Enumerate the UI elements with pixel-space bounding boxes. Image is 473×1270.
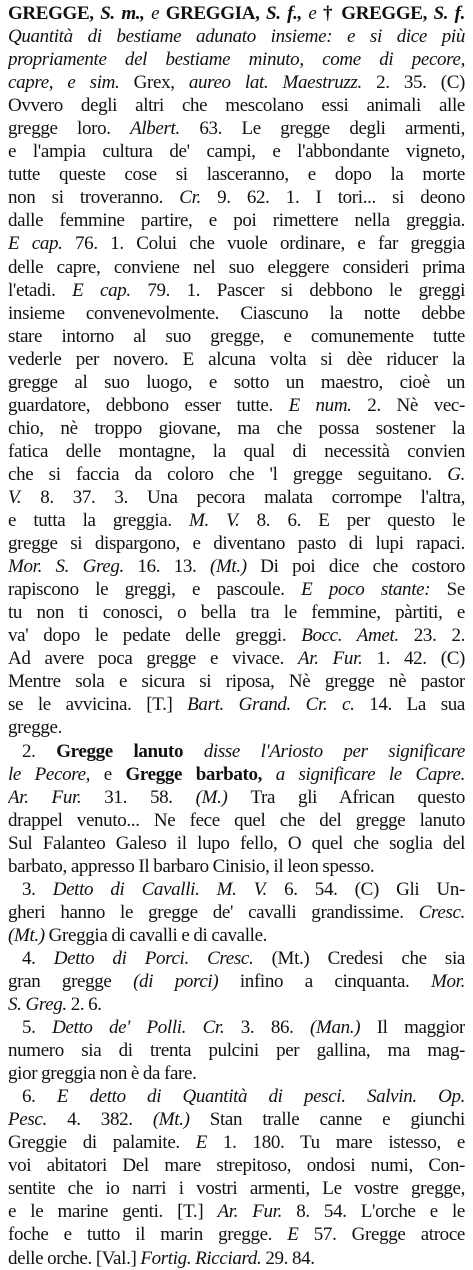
italic-text: E cap. <box>72 279 148 301</box>
entry-line <box>8 740 465 763</box>
text-run: 2. <box>22 740 57 762</box>
italic-text: propriamente del bestiame minuto, come di pecore, <box>8 49 465 71</box>
entry-line <box>8 670 465 693</box>
italic-text: G. <box>447 463 465 485</box>
italic-text: disse l'Ariosto per significare <box>203 740 465 762</box>
text-run: va' dopo le pedate delle greggi. <box>8 625 302 647</box>
entry-line <box>8 1223 465 1246</box>
bold-italic-text: S. m., <box>100 3 152 24</box>
italic-text: le Pecore, <box>8 763 104 785</box>
italic-text: Quantità di bestiame adunato insieme: e si dice più <box>8 26 465 48</box>
text-run: 1. 180. Tu mare istesso, e <box>223 1132 465 1154</box>
text-run: voi abitatori Del mare strepitoso, ondosi numi, Con- <box>8 1155 465 1177</box>
text-run: 31. 58. <box>104 786 196 808</box>
italic-text: (Mt.) <box>152 1109 210 1131</box>
text-run: 4. 382. <box>67 1109 153 1131</box>
entry-line <box>8 1131 465 1154</box>
entry-line <box>8 1016 465 1039</box>
italic-text: Ar. Fur. <box>8 786 105 808</box>
entry-line <box>8 832 465 855</box>
italic-text: Mor. S. Greg. <box>8 556 138 578</box>
text-run: 1. 42. (C) <box>376 648 465 670</box>
italic-text: Albert. <box>130 118 200 140</box>
entry-line <box>8 394 465 417</box>
entry-line <box>8 855 465 878</box>
text-run: 23. 2. <box>413 625 465 647</box>
text-run: 79. 1. Pascer si debbono le greggi <box>147 279 465 301</box>
text-run: l'etadi. <box>8 279 73 301</box>
text-run: Greggie di palamite. <box>8 1132 196 1154</box>
italic-text: Detto de' Polli. Cr. <box>52 1017 241 1039</box>
text-run: tutte queste cose si lasceranno, e dopo la morte <box>8 164 465 186</box>
text-run: gregge si dispargono, e diventano pasto di lupi rapaci. <box>8 533 465 555</box>
entry-line <box>8 601 465 624</box>
entry-line <box>8 325 465 348</box>
text-run: sentite che io narri i vostri armenti, Le vostre gregge, <box>8 1178 465 1200</box>
entry-line <box>8 624 465 647</box>
text-run: 2. 6. <box>70 994 102 1016</box>
text-run: rapiscono le greggi, e pascoule. <box>8 579 302 601</box>
text-run: Il maggior <box>376 1017 465 1039</box>
text-run: e le marine genti. [T.] <box>8 1201 218 1223</box>
text-run: stare intorno al suo gregge, e comunemente tutte <box>8 325 465 347</box>
text-run: Ad avere poca gregge e vivace. <box>8 648 299 670</box>
entry-line <box>8 901 465 924</box>
text-run: (Mt.) Credesi che sia <box>271 947 465 969</box>
text-run: 8. 6. E per questo le <box>256 510 465 532</box>
italic-text: E poco stante: <box>301 579 447 601</box>
italic-text: Cr. <box>179 187 218 209</box>
text-run: 3. 86. <box>240 1017 311 1039</box>
entry-line <box>8 117 465 140</box>
text-run: gran gregge <box>8 970 134 992</box>
italic-text: aureo lat. Maestruzz. <box>188 72 377 94</box>
entry-line <box>8 94 465 117</box>
bold-text: GREGGE, <box>8 3 101 24</box>
italic-text: Cresc. <box>418 901 465 923</box>
text-run: e <box>103 763 126 785</box>
text-run: gregge al suo luogo, e sotto un maestro, cioè un <box>8 371 465 393</box>
italic-text: E cap. <box>8 233 76 255</box>
italic-text: capre, e sim. <box>8 72 134 94</box>
text-run: 2. 35. (C) <box>376 72 465 94</box>
italic-text: Bocc. Amet. <box>301 625 414 647</box>
text-run: 29. 84. <box>265 1247 315 1269</box>
bold-text: Gregge barbato, <box>125 763 276 785</box>
bold-text: Gregge lanuto <box>56 740 204 762</box>
entry-line <box>8 2 465 25</box>
text-run: foche e tutto il marin gregge. <box>8 1224 288 1246</box>
text-run: che si faccia da coloro che 'l gregge seguitano. <box>8 463 448 485</box>
entry-line <box>8 1200 465 1223</box>
entry-line <box>8 924 465 947</box>
entry-line <box>8 48 465 71</box>
text-run: e tutta la greggia. <box>8 510 190 532</box>
text-run: gheri hanno le gregge de' cavalli grandissime. <box>8 901 419 923</box>
text-run: Di poi dice che costoro <box>260 556 465 578</box>
text-run: numero sia di trenta pulcini per gallina, ma mag- <box>8 1040 465 1062</box>
italic-text: (Mt.) <box>209 556 261 578</box>
entry-line <box>8 509 465 532</box>
entry-line <box>8 555 465 578</box>
text-run: vederle per novero. E alcuna volta si dèe riducer la <box>8 348 465 370</box>
entry-line <box>8 417 465 440</box>
italic-text: Ar. Fur. <box>217 1201 297 1223</box>
entry-line <box>8 232 465 255</box>
italic-text: Detto di Cavalli. M. V. <box>52 878 285 900</box>
text-run: Tra gli African questo <box>250 786 465 808</box>
text-run: infino a cinquanta. <box>239 970 432 992</box>
text-run: 8. 37. 3. Una pecora malata corrompe l'altra, <box>40 486 465 508</box>
text-run: insieme convenevolmente. Ciascuno la notte debbe <box>8 302 465 324</box>
text-run: Stan tralle canne e giunchi <box>209 1109 465 1131</box>
entry-line <box>8 1039 465 1062</box>
italic-text: (di porci) <box>133 970 240 992</box>
text-run: Sul Falanteo Galeso il lupo fello, O quel che soglia del <box>8 832 465 854</box>
text-run: 9. 62. 1. I tori... si deono <box>217 187 465 209</box>
entry-line <box>8 532 465 555</box>
bold-italic-text: S. f. <box>433 3 465 24</box>
entry-line <box>8 970 465 993</box>
text-run: Greggia di cavalli e di cavalle. <box>48 924 268 946</box>
entry-line <box>8 302 465 325</box>
entry-line <box>8 1108 465 1131</box>
entry-line <box>8 25 465 48</box>
bold-text: GREGGIA, <box>165 3 266 24</box>
italic-text: S. Greg. <box>8 994 71 1016</box>
italic-text: V. <box>8 486 41 508</box>
italic-text: (Mt.) <box>8 924 49 946</box>
text-run: delle orche. [Val.] <box>8 1247 141 1269</box>
text-run: 4. <box>22 947 54 969</box>
italic-text: E detto di Quantità di pesci. Salvin. Op. <box>56 1086 465 1108</box>
text-run: 8. 54. L'orche e le <box>296 1201 465 1223</box>
text-run: 5. <box>22 1017 53 1039</box>
entry-line <box>8 371 465 394</box>
entry-line <box>8 809 465 832</box>
text-run: dalle femmine partire, e poi rimettere nella greggia. <box>8 210 465 232</box>
italic-text: (Man.) <box>310 1017 377 1039</box>
bold-text: † GREGGE, <box>323 3 434 24</box>
italic-text: M. V. <box>189 510 257 532</box>
text-run: chio, nè troppo giovane, ma che possa sostener la <box>8 417 465 439</box>
text-run: 57. Gregge atroce <box>313 1224 465 1246</box>
italic-text: Bart. Grand. Cr. c. <box>187 694 370 716</box>
text-run: gior greggia non è da fare. <box>8 1063 197 1085</box>
entry-line <box>8 1177 465 1200</box>
entry-line <box>8 878 465 901</box>
entry-line <box>8 786 465 809</box>
text-run: gregge loro. <box>8 118 131 140</box>
entry-line <box>8 71 465 94</box>
italic-text: E num. <box>288 394 368 416</box>
entry-line <box>8 716 465 739</box>
text-run: drappel venuto... Ne fece quel che del gregge lanuto <box>8 809 465 831</box>
text-run: barbato, appresso Il barbaro Cinisio, il leon spesso. <box>8 855 375 877</box>
italic-text: Mor. <box>431 970 465 992</box>
text-run: 14. La sua <box>369 694 465 716</box>
italic-text: Detto di Porci. Cresc. <box>53 947 272 969</box>
italic-text: Pesc. <box>8 1109 68 1131</box>
text-run: gregge. <box>8 717 62 739</box>
entry-line <box>8 140 465 163</box>
entry-line <box>8 348 465 371</box>
text-run: non si troveranno. <box>8 187 180 209</box>
text-run: Mentre sola e sicura si riposa, Nè gregge nè pastor <box>8 671 465 693</box>
text-run: e l'ampia cultura de' campi, e l'abbondante vigneto, <box>8 141 465 163</box>
text-run: Se <box>446 579 465 601</box>
bold-italic-text: S. f., <box>266 3 309 24</box>
italic-text: E <box>287 1224 314 1246</box>
italic-text: e <box>151 3 166 24</box>
text-run: 6. 54. (C) Gli Un- <box>284 878 465 900</box>
text-run: 3. <box>22 878 53 900</box>
entry-line <box>8 186 465 209</box>
dictionary-entry-gregge <box>8 2 465 1270</box>
entry-line <box>8 209 465 232</box>
text-run: 16. 13. <box>137 556 210 578</box>
italic-text: E <box>195 1132 224 1154</box>
text-run: 6. <box>22 1086 57 1108</box>
italic-text: e <box>308 3 324 24</box>
entry-line <box>8 1062 465 1085</box>
text-run: 76. 1. Colui che vuole ordinare, e far greggia <box>75 233 465 255</box>
entry-line <box>8 163 465 186</box>
text-run: guardatore, debbono esser tutte. <box>8 394 289 416</box>
entry-line <box>8 279 465 302</box>
entry-line <box>8 1247 465 1270</box>
text-run: delle capre, conviene nel suo eleggere consideri prima <box>8 256 465 278</box>
entry-line <box>8 763 465 786</box>
italic-text: Fortig. Ricciard. <box>140 1247 266 1269</box>
italic-text: Ar. Fur. <box>298 648 377 670</box>
text-run: 63. Le gregge degli armenti, <box>199 118 465 140</box>
entry-line <box>8 947 465 970</box>
entry-line <box>8 440 465 463</box>
entry-line <box>8 256 465 279</box>
text-run: fatica delle montagne, la qual di necessità convien <box>8 440 465 462</box>
entry-line <box>8 486 465 509</box>
text-run: 2. Nè vec- <box>367 394 465 416</box>
text-run: Grex, <box>133 72 189 94</box>
italic-text: (M.) <box>195 786 251 808</box>
entry-line <box>8 463 465 486</box>
entry-line <box>8 993 465 1016</box>
text-run: tu non ti conosci, o bella tra le femmine, pàrtiti, e <box>8 602 465 624</box>
entry-line <box>8 578 465 601</box>
entry-line <box>8 693 465 716</box>
text-run: Ovvero degli altri che mescolano essi animali alle <box>8 95 465 117</box>
text-run: se le avvicina. [T.] <box>8 694 188 716</box>
italic-text: a significare le Capre. <box>275 763 465 785</box>
entry-line <box>8 647 465 670</box>
entry-line <box>8 1085 465 1108</box>
